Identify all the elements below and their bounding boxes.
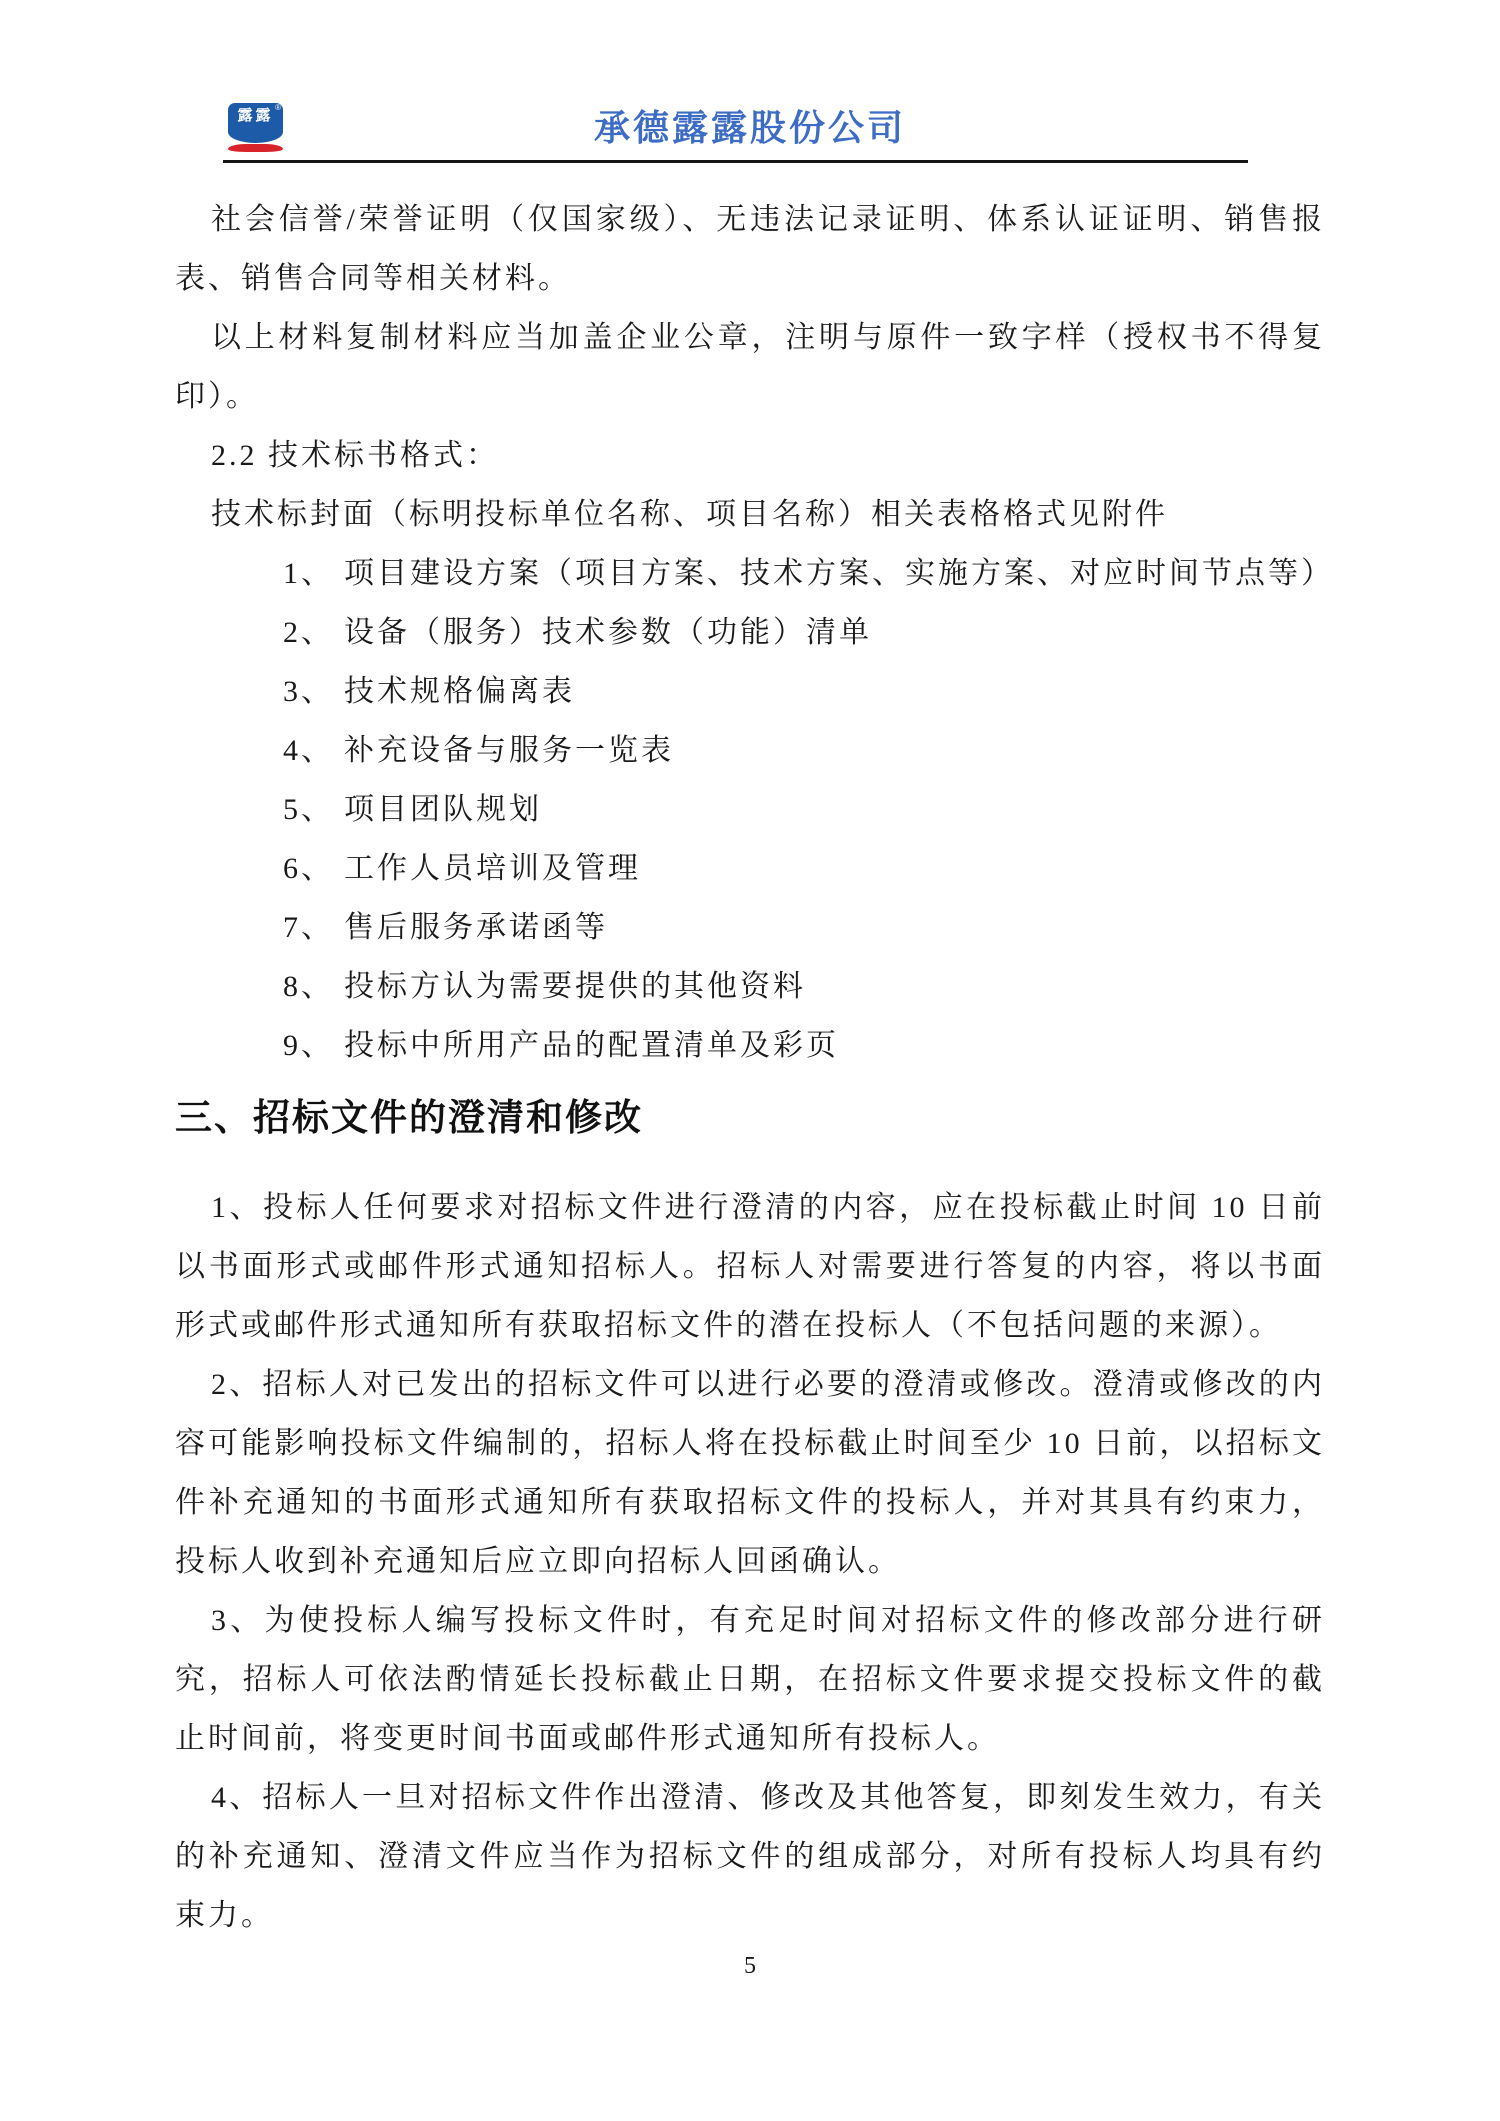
- list-item: [175, 780, 1325, 839]
- list-item-number: 7、: [283, 911, 334, 944]
- list-item-text: 设备（服务）技术参数（功能）清单: [344, 616, 872, 649]
- list-item: [175, 544, 1334, 603]
- paragraph-materials: 社会信誉/荣誉证明（仅国家级）、无违法记录证明、体系认证证明、销售报表、销售合同等相关材料。: [175, 203, 1325, 295]
- paragraph-clarification-1: 1、投标人任何要求对招标文件进行澄清的内容，应在投标截止时间 10 日前以书面形式或邮件形式通知招标人。招标人对需要进行答复的内容，将以书面形式或邮件形式通知所有获取招标文件的潜在投标人（不包括问题的来源）。: [175, 1191, 1325, 1342]
- logo-text: 露露: [237, 107, 274, 124]
- list-item-text: 售后服务承诺函等: [344, 911, 608, 944]
- company-name: 承德露露股份公司: [593, 107, 906, 148]
- list-item-text: 投标方认为需要提供的其他资料: [344, 970, 806, 1003]
- list-item: [175, 1016, 1325, 1075]
- list-item-text: 投标中所用产品的配置清单及彩页: [344, 1029, 839, 1062]
- list-item-text: 补充设备与服务一览表: [344, 734, 674, 767]
- list-item: [175, 603, 1325, 662]
- paragraph-clarification-4: 4、招标人一旦对招标文件作出澄清、修改及其他答复，即刻发生效力，有关的补充通知、澄清文件应当作为招标文件的组成部分，对所有投标人均具有约束力。: [175, 1781, 1325, 1932]
- list-item-text: 技术规格偏离表: [344, 675, 575, 708]
- paragraph-tech-bid-cover: 技术标封面（标明投标单位名称、项目名称）相关表格格式见附件: [211, 498, 1168, 531]
- registered-trademark-icon: ®: [275, 103, 281, 112]
- list-item-number: 8、: [283, 970, 334, 1003]
- paragraph-tech-bid-format: 2.2 技术标书格式：: [211, 439, 499, 472]
- list-item-number: 4、: [283, 734, 334, 767]
- list-item-number: 5、: [283, 793, 334, 826]
- list-item-number: 1、: [283, 557, 334, 590]
- list-item: [175, 839, 1325, 898]
- page-number: 5: [744, 1953, 756, 1979]
- list-item: [175, 721, 1325, 780]
- list-item-text: 工作人员培训及管理: [344, 852, 641, 885]
- list-item-text: 项目团队规划: [344, 793, 542, 826]
- header-divider: [223, 160, 1248, 163]
- list-item-number: 9、: [283, 1029, 334, 1062]
- section-heading: 三、招标文件的澄清和修改: [175, 1098, 643, 1139]
- paragraph-clarification-2: 2、招标人对已发出的招标文件可以进行必要的澄清或修改。澄清或修改的内容可能影响投标文件编制的，招标人将在投标截止时间至少 10 日前，以招标文件补充通知的书面形式通知所有获取招标文件的投标人，并对其具有约束力，投标人收到补充通知后应立即向招标人回函确认。: [175, 1368, 1325, 1578]
- page-footer: [0, 1951, 1500, 1981]
- document-body: [175, 190, 1334, 1945]
- list-item: [175, 662, 1325, 721]
- list-item-text: 项目建设方案（项目方案、技术方案、实施方案、对应时间节点等）: [344, 557, 1334, 590]
- list-item-number: 3、: [283, 675, 334, 708]
- paragraph-clarification-3: 3、为使投标人编写投标文件时，有充足时间对招标文件的修改部分进行研究，招标人可依法酌情延长投标截止日期，在招标文件要求提交投标文件的截止时间前，将变更时间书面或邮件形式通知所有投标人。: [175, 1604, 1325, 1755]
- list-item-number: 2、: [283, 616, 334, 649]
- page-header: [0, 0, 1500, 163]
- list-item: [175, 957, 1325, 1016]
- paragraph-copy-seal: 以上材料复制材料应当加盖企业公章，注明与原件一致字样（授权书不得复印）。: [175, 321, 1325, 413]
- list-item-number: 6、: [283, 852, 334, 885]
- list-item: [175, 898, 1325, 957]
